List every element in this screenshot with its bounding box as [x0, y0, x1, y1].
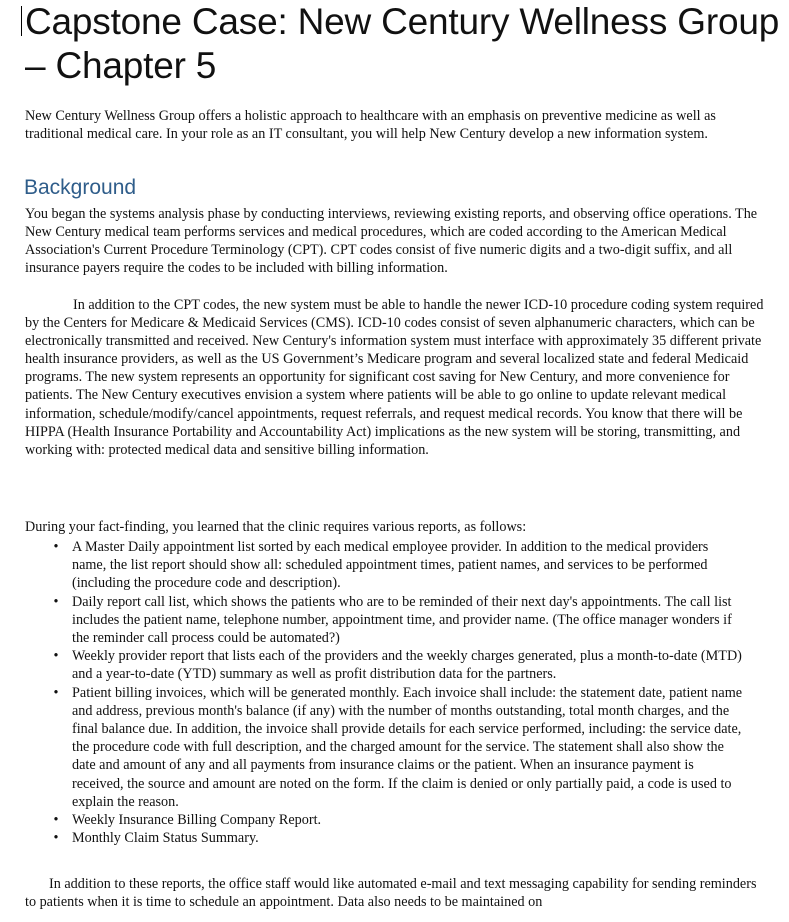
- list-item: [48, 829, 746, 847]
- list-item-text: Daily report call list, which shows the patients who are to be reminded of their next day's appointments. The call list includes the patient name, telephone number, appointment time, and provider name. (The office manager wonders if the reminder call process could be automated?): [72, 593, 732, 647]
- list-item: [48, 593, 746, 648]
- list-item: [48, 811, 746, 829]
- closing-paragraph: In addition to these reports, the office staff would like automated e-mail and text messaging capability for sending reminders to patients when it is time to schedule an appointment. Data also needs to be maintained on: [25, 876, 757, 910]
- list-item-text: Weekly Insurance Billing Company Report.: [72, 812, 322, 829]
- bullet-icon: •: [53, 684, 59, 701]
- text-cursor: [21, 6, 22, 36]
- background-heading: Background: [24, 176, 137, 199]
- reports-list: [48, 538, 746, 847]
- bullet-icon: •: [53, 830, 59, 847]
- bullet-icon: •: [53, 648, 59, 665]
- list-item: [48, 647, 746, 683]
- bullet-icon: •: [53, 812, 59, 829]
- intro-paragraph: New Century Wellness Group offers a holistic approach to healthcare with an emphasis on preventive medicine as well as traditional medical care. In your role as an IT consultant, you will help New Century develop a new information system.: [25, 108, 716, 143]
- list-item-text: Monthly Claim Status Summary.: [72, 830, 259, 847]
- list-item-text: Patient billing invoices, which will be generated monthly. Each invoice shall include: the statement date, patient name and address, previous month's balance (if any) with the number of months outstanding, total month charges, and the final balance due. In addition, the invoice shall provide details for each service performed, including: the service date, the procedure code with full description, and the charged amount for the service. The statement shall also show the date and amount of any and all payments from insurance claims or the patient. When an insurance payment is received, the source and amount are noted on the form. If the claim is denied or only partially paid, a code is used to explain the reason.: [72, 684, 743, 810]
- background-paragraph-1: You began the systems analysis phase by conducting interviews, reviewing existing reports, and observing office operations. The New Century medical team performs services and medical procedures, which are coded according to the American Medical Association's Current Procedure Terminology (CPT). CPT codes consist of five numeric digits and a two-digit suffix, and all insurance payers require the codes to be included with billing information.: [25, 206, 758, 277]
- reports-intro-paragraph: During your fact-finding, you learned that the clinic requires various reports, as follows:: [25, 519, 527, 535]
- page-title: Capstone Case: New Century Wellness Group – Chapter 5: [25, 1, 780, 86]
- bullet-icon: •: [53, 539, 59, 555]
- bullet-icon: •: [53, 593, 59, 610]
- list-item: [48, 538, 746, 593]
- list-item-text: A Master Daily appointment list sorted by each medical employee provider. In addition to the medical providers name, the list report should show all: scheduled appointment times, patient names, and services to be performed (including the procedure code and description).: [72, 539, 709, 592]
- list-item: [48, 684, 746, 811]
- background-paragraph-2: In addition to the CPT codes, the new system must be able to handle the newer ICD-10 procedure coding system required by the Centers for Medicare & Medicaid Services (CMS). ICD-10 codes consist of seven alphanumeric characters, which can be electronically transmitted and received. New Century's information system must interface with approximately 35 different private health insurance providers, as well as the US Government’s Medicare program and several localized state and federal Medicaid programs. The new system represents an opportunity for significant cost saving for New Century, and more convenience for patients. The New Century executives envision a system where patients will be able to go online to update relevant medical information, schedule/modify/cancel appointments, request referrals, and request medical records. You know that there will be HIPPA (Health Insurance Portability and Accountability Act) implications as the new system will be storing, transmitting, and working with: protected medical data and sensitive billing information.: [25, 297, 764, 458]
- list-item-text: Weekly provider report that lists each of the providers and the weekly charges generated, plus a month-to-date (MTD) and a year-to-date (YTD) summary as well as profit distribution data for the partners.: [72, 648, 742, 683]
